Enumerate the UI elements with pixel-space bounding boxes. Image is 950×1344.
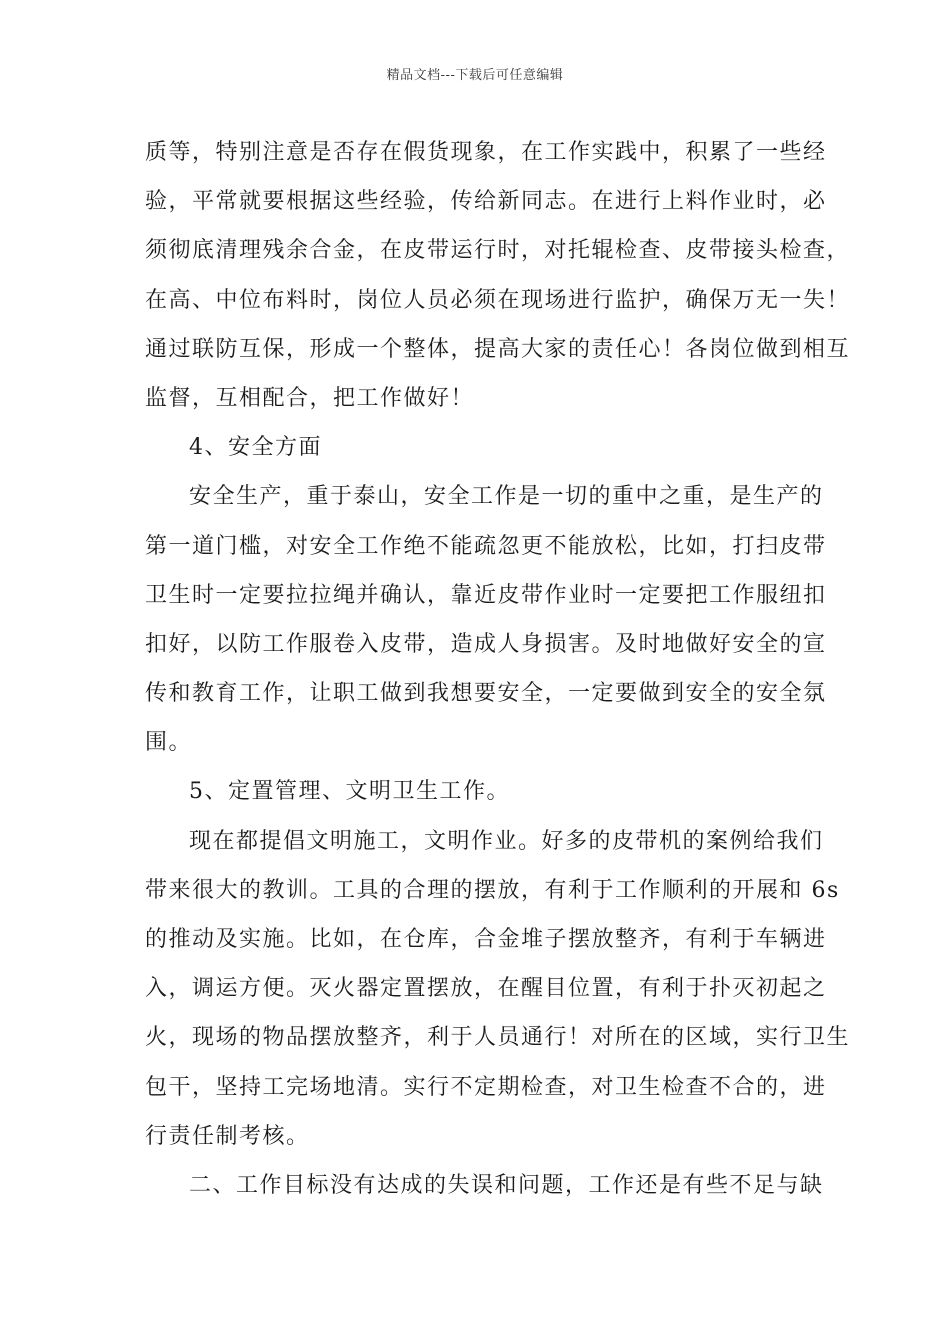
text-line: 质等，特别注意是否存在假货现象，在工作实践中，积累了一些经 [145,140,827,165]
text-line: 验，平常就要根据这些经验，传给新同志。在进行上料作业时，必 [145,189,827,215]
text-line: 4、安全方面 [189,435,322,461]
text-line: 传和教育工作，让职工做到我想要安全，一定要做到安全的安全氛 [145,681,827,707]
text-line: 通过联防互保，形成一个整体，提高大家的责任心！各岗位做到相互 [145,336,851,362]
text-line: 入，调运方便。灭火器定置摆放，在醒目位置，有利于扑灭初起之 [145,976,827,1002]
text-line: 行责任制考核。 [145,1123,310,1149]
text-line: 的推动及实施。比如，在仓库，合金堆子摆放整齐，有利于车辆进 [145,927,827,952]
text-line: 须彻底清理残余合金，在皮带运行时，对托辊检查、皮带接头检查， [145,238,851,264]
text-line: 卫生时一定要拉拉绳并确认，靠近皮带作业时一定要把工作服纽扣 [145,582,827,608]
text-line: 安全生产，重于泰山，安全工作是一切的重中之重，是生产的 [189,484,824,510]
text-line: 带来很大的教训。工具的合理的摆放，有利于工作顺利的开展和 6s [145,877,840,903]
page-header: 精品文档---下载后可任意编辑 [386,68,564,83]
text-line: 第一道门槛，对安全工作绝不能疏忽更不能放松，比如，打扫皮带 [145,533,827,559]
text-line: 二、工作目标没有达成的失误和问题，工作还是有些不足与缺 [189,1172,824,1198]
text-line: 扣好，以防工作服卷入皮带，造成人身损害。及时地做好安全的宣 [145,631,827,657]
text-line: 5、定置管理、文明卫生工作。 [189,779,510,805]
text-line: 火，现场的物品摆放整齐，利于人员通行！对所在的区域，实行卫生 [145,1025,851,1051]
text-line: 现在都提倡文明施工，文明作业。好多的皮带机的案例给我们 [189,828,824,854]
text-line: 围。 [145,730,193,756]
text-line: 监督，互相配合，把工作做好！ [145,385,475,411]
body-text [145,128,851,1210]
text-line: 包干，坚持工完场地清。实行不定期检查，对卫生检查不合的，进 [145,1074,827,1100]
text-line: 在高、中位布料时，岗位人员必须在现场进行监护，确保万无一失！ [145,287,851,313]
